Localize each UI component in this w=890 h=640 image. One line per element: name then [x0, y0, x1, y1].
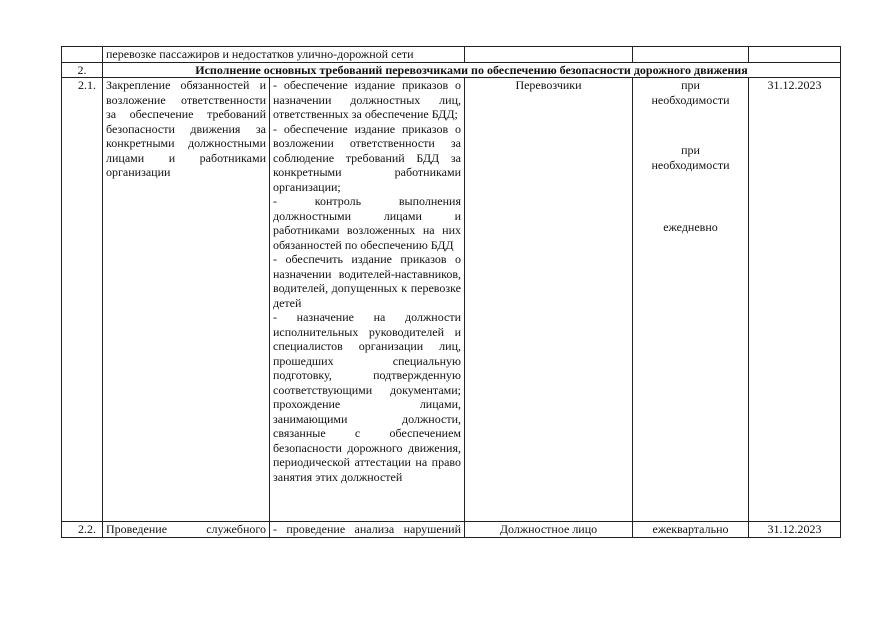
action-item: - обеспечить издание приказов о назначении водителей-наставников, водителей, допущенных к перевозке детей [273, 252, 461, 310]
row-number: 2.2. [62, 522, 103, 538]
table-row [62, 522, 841, 538]
section-row [62, 62, 841, 78]
table-row [62, 78, 841, 522]
action-item: - обеспечение издание приказов о возложении ответственности за соблюдение требований БДД за конкретными работниками организации; [273, 121, 461, 194]
deadline-cell: 31.12.2023 [749, 78, 841, 522]
table-row [62, 47, 841, 63]
cell-executor [465, 47, 633, 63]
row-number: 2.1. [62, 78, 103, 522]
action-item: - назначение на должности исполнительных руководителей и специалистов организации лиц, прошедших специальную подготовку, подтвержденную соответствующими документами; прохождение лицами, занимающими должности, связанные с обеспечением безопасности дорожного движения, периодической аттестации на право занятия этих должностей [273, 310, 461, 484]
task-text: Закрепление обязанностей и возложение ответственности за обеспечение требований безопасности движения за конкретными должностными лицами и работниками организации [103, 78, 270, 522]
frequency-item: при необходимости [651, 78, 730, 107]
cell-frequency [633, 47, 749, 63]
deadline-cell: 31.12.2023 [749, 522, 841, 538]
frequency-item: ежедневно [663, 220, 718, 234]
frequency-cell [633, 78, 749, 522]
section-number: 2. [62, 62, 103, 78]
cell-deadline [749, 47, 841, 63]
actions-cell [270, 78, 465, 522]
action-text: - проведение анализа нарушений [270, 522, 465, 538]
executor-cell: Должностное лицо [465, 522, 633, 538]
executor-cell: Перевозчики [465, 78, 633, 522]
cell-description: перевозке пассажиров и недостатков улично-дорожной сети [103, 47, 465, 63]
action-item: - обеспечение издание приказов о назначении должностных лиц, ответственных за обеспечение БДД; [273, 78, 461, 121]
plan-table [61, 46, 841, 538]
frequency-item: при необходимости [651, 143, 730, 172]
cell-number [62, 47, 103, 63]
action-item: - контроль выполнения должностными лицами и работниками возложенных на них обязанностей по обеспечению БДД [273, 194, 461, 252]
task-text: Проведение служебного [103, 522, 270, 538]
section-title: Исполнение основных требований перевозчиками по обеспечению безопасности дорожного движения [103, 62, 841, 78]
frequency-cell: ежеквартально [633, 522, 749, 538]
